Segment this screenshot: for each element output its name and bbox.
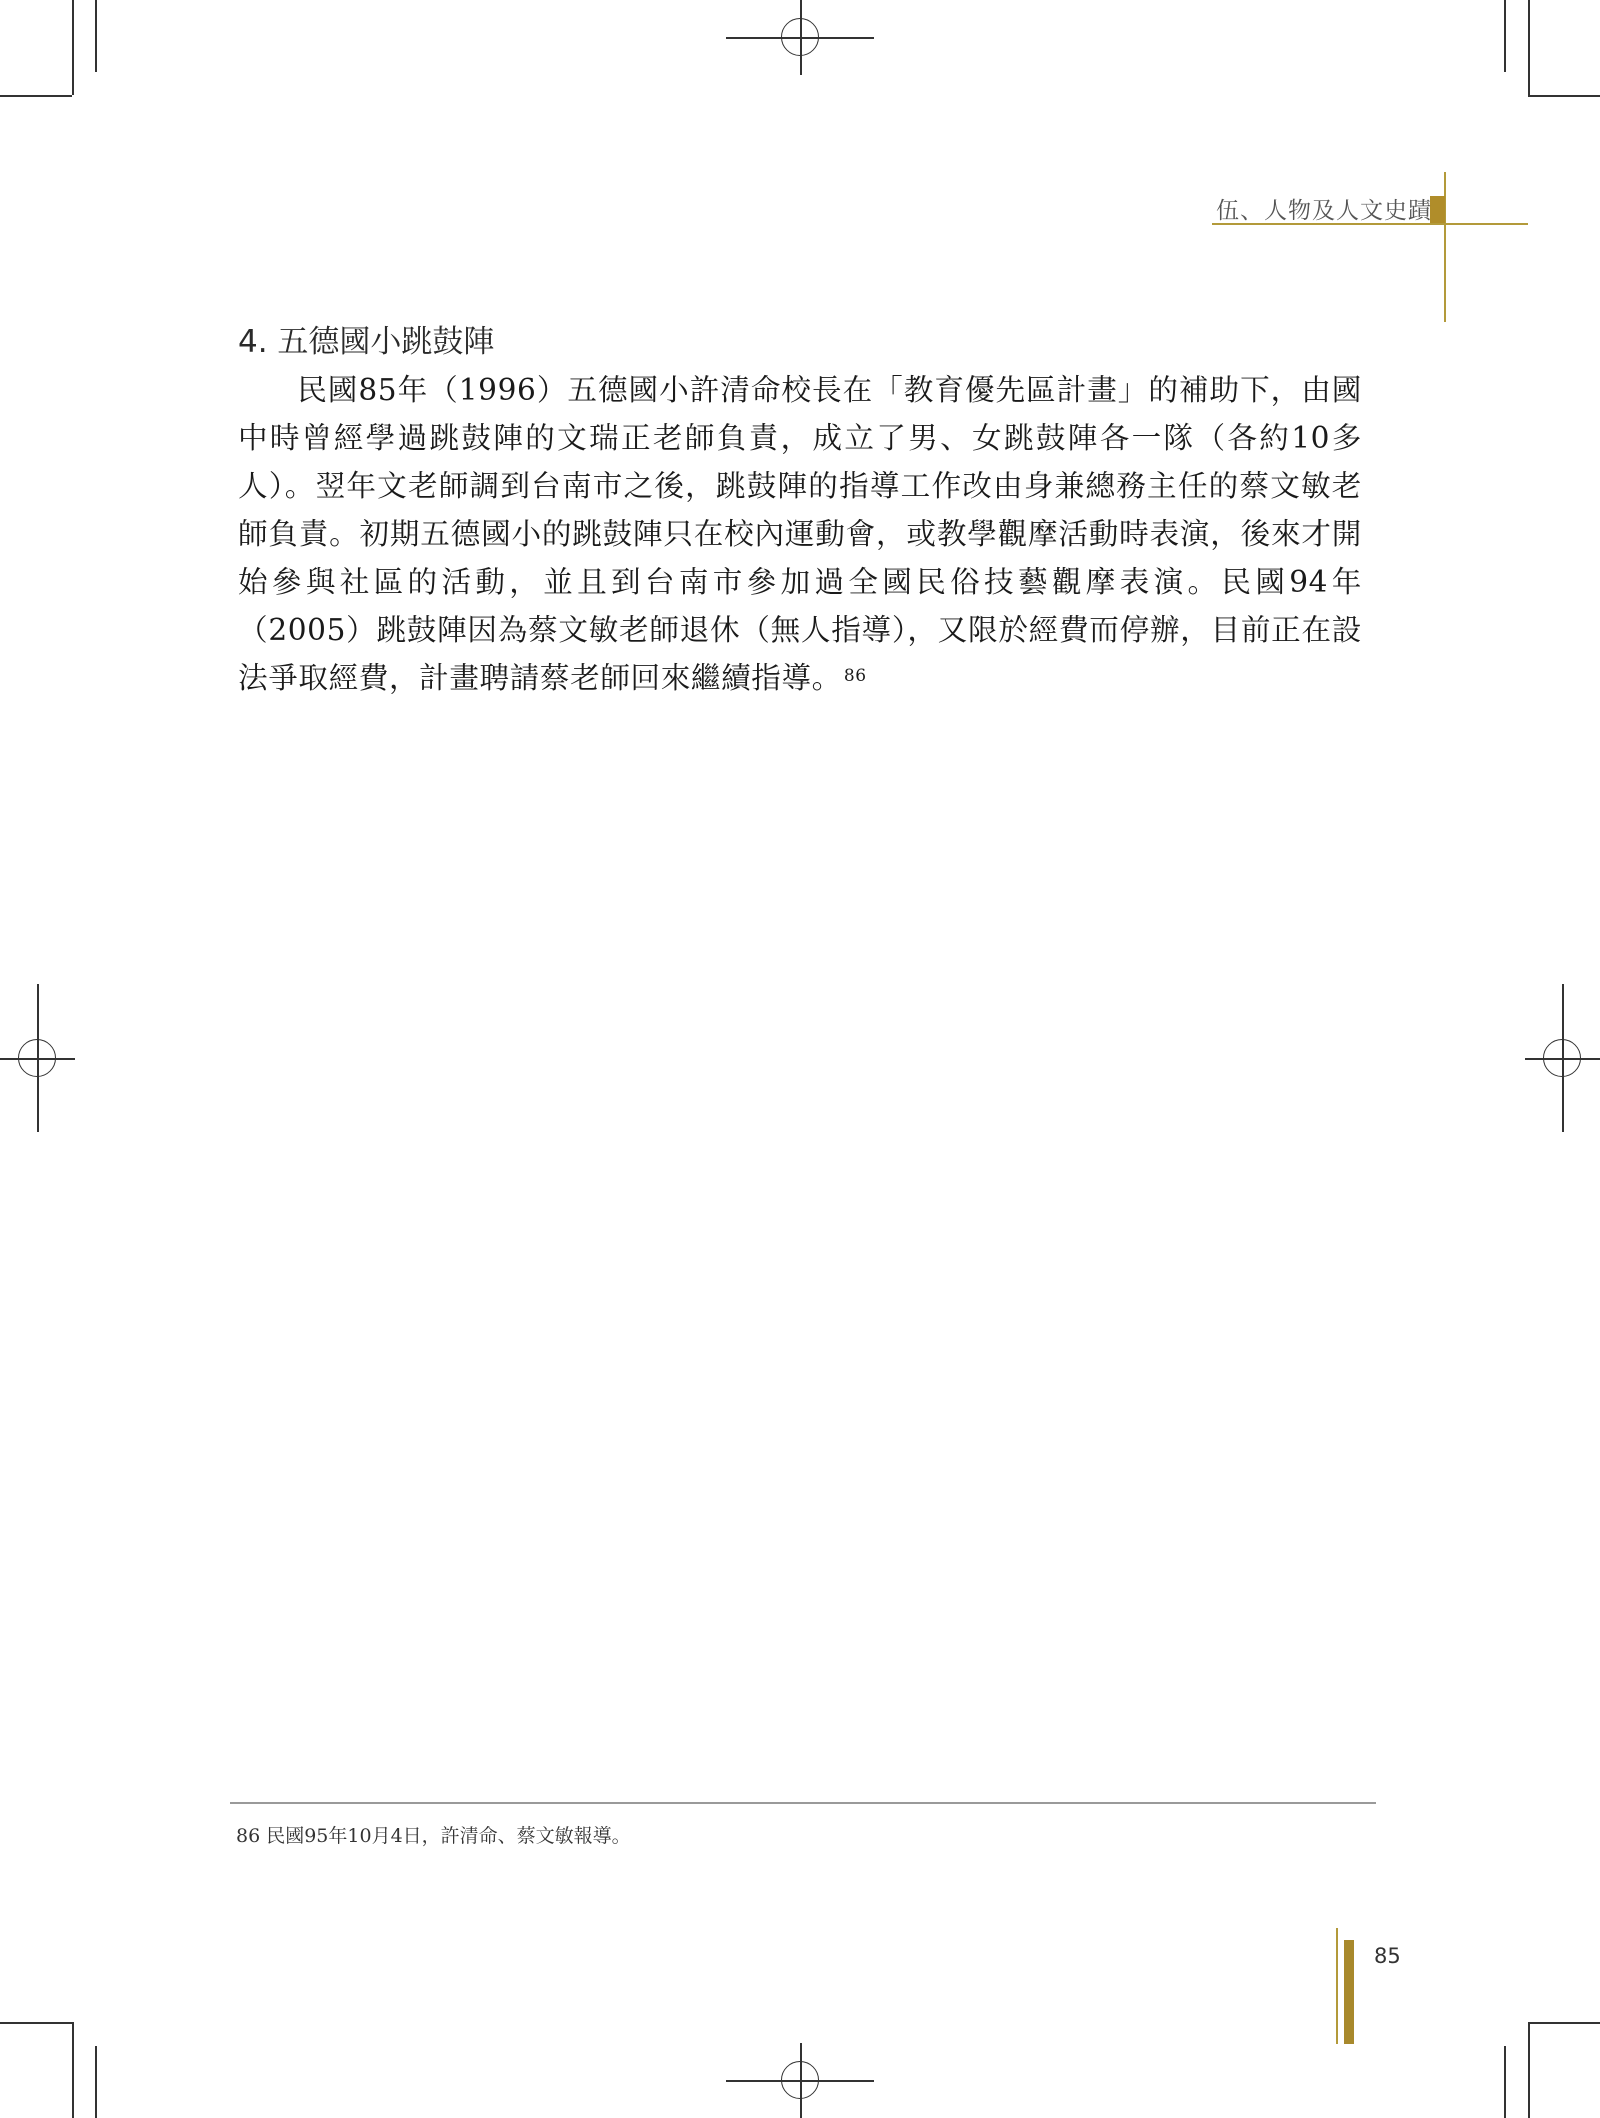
page-number: 85 <box>1374 1944 1401 1968</box>
crop-mark-top-left-h <box>0 95 72 97</box>
reg-mark-right-circle <box>1543 1039 1581 1077</box>
crop-mark-top-right-v <box>1504 0 1506 72</box>
page-number-bar <box>1344 1940 1354 2044</box>
header-accent-block <box>1430 196 1445 223</box>
section-heading: 4. 五德國小跳鼓陣 <box>238 324 495 360</box>
page-number-rule <box>1336 1928 1338 2044</box>
reg-mark-top-circle <box>781 18 819 56</box>
crop-mark-bottom-left-v <box>95 2046 97 2118</box>
crop-mark-top-left-v2 <box>72 0 74 95</box>
footnote-text: 86 民國95年10月4日，許清命、蔡文敏報導。 <box>236 1825 631 1847</box>
crop-mark-bottom-right-v2 <box>1528 2022 1530 2118</box>
body-paragraph-text: 民國85年（1996）五德國小許清命校長在「教育優先區計畫」的補助下，由國中時曾經學過跳鼓陣的文瑞正老師負責，成立了男、女跳鼓陣各一隊（各約10多人）。翌年文老師調到台南市之後，跳鼓陣的指導工作改由身兼總務主任的蔡文敏老師負責。初期五德國小的跳鼓陣只在校內運動會，或教學觀摩活動時表演，後來才開始參與社區的活動，並且到台南市參加過全國民俗技藝觀摩表演。民國94年（2005）跳鼓陣因為蔡文敏老師退休（無人指導），又限於經費而停辦，目前正在設法爭取經費，計畫聘請蔡老師回來繼續指導。 <box>238 373 1362 695</box>
crop-mark-bottom-left-v2 <box>72 2022 74 2118</box>
reg-mark-bottom-circle <box>781 2061 819 2099</box>
running-header-title: 伍、人物及人文史蹟 <box>1216 198 1432 224</box>
body-paragraph <box>238 366 1362 702</box>
crop-mark-bottom-left-h <box>0 2022 72 2024</box>
crop-mark-bottom-right-v <box>1504 2046 1506 2118</box>
header-vertical-rule <box>1444 172 1446 322</box>
crop-mark-top-right-v2 <box>1528 0 1530 95</box>
footnote-reference: 86 <box>843 666 867 686</box>
crop-mark-top-right-h <box>1528 95 1600 97</box>
crop-mark-top-left-v <box>95 0 97 72</box>
crop-mark-bottom-right-h <box>1528 2022 1600 2024</box>
reg-mark-left-circle <box>18 1039 56 1077</box>
footnote-divider <box>230 1802 1376 1804</box>
